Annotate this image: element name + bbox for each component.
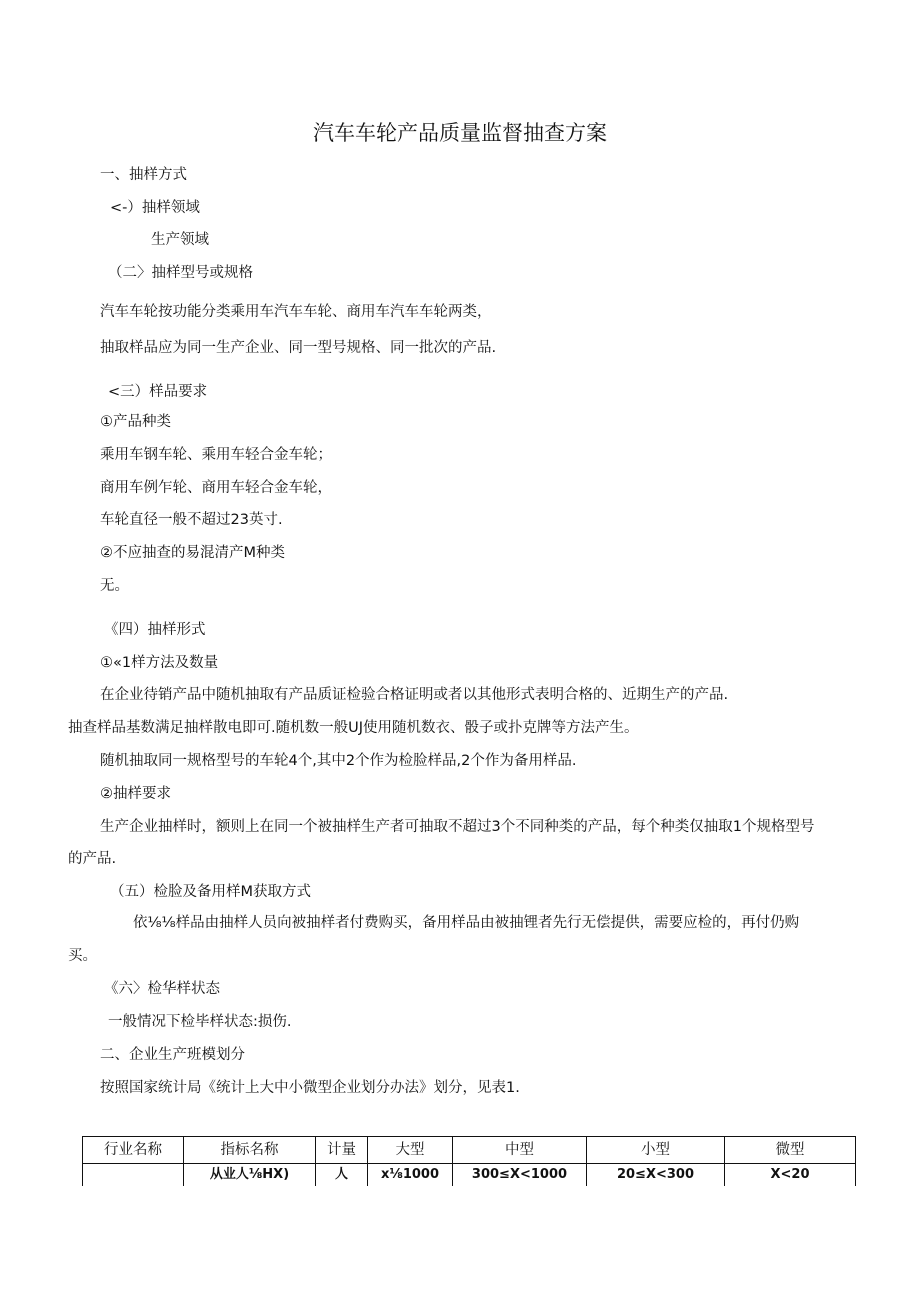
cell-unit: 人 <box>316 1164 368 1187</box>
paragraph-product-type-1: 乘用车钢车轮、乘用车轻合金车轮； <box>100 447 332 463</box>
header-large: 大型 <box>368 1137 453 1164</box>
item-excluded-types: ②不应抽查的易混清产M种类 <box>100 545 286 561</box>
item-sampling-method: ①«1样方法及数量 <box>100 655 219 671</box>
paragraph-product-type-3: 车轮直径一般不超过23英寸. <box>100 512 283 528</box>
paragraph-model-spec-2: 抽取样品应为同一生产企业、同一型号规格、同一批次的产品. <box>100 340 497 356</box>
header-indicator: 指标名称 <box>184 1137 316 1164</box>
paragraph-sampling-requirements-2: 的产品. <box>68 851 117 867</box>
paragraph-classification: 按照国家统计局《统计上大中小微型企业划分办法》划分，见表1. <box>100 1080 520 1096</box>
header-medium: 中型 <box>453 1137 587 1164</box>
header-small: 小型 <box>587 1137 725 1164</box>
cell-micro: X<20 <box>725 1164 856 1187</box>
item-sampling-requirements: ②抽样要求 <box>100 786 171 802</box>
paragraph-sampling-method-1: 在企业待销产品中随机抽取有产品质证检验合格证明或者以其他形式表明合格的、近期生产的产品. <box>100 687 729 703</box>
header-industry: 行业名称 <box>83 1137 184 1164</box>
subsection-sampling-form: 《四）抽样形式 <box>104 622 206 638</box>
paragraph-sample-acquisition-1: 依⅛⅛样品由抽样人员向被抽样者付费购买，备用样品由被抽锂者先行无偿提供，需要应检的，再付仍购 <box>133 915 800 931</box>
paragraph-model-spec-1: 汽车车轮按功能分类乘用车汽车车轮、商用车汽车车轮两类， <box>100 304 492 320</box>
cell-industry <box>83 1164 184 1187</box>
cell-large: x⅛1000 <box>368 1164 453 1187</box>
subsection-sample-state: 《六〉检华样状态 <box>104 981 220 997</box>
subsection-model-spec: （二〉抽样型号或规格 <box>108 265 253 281</box>
section-1-heading: 一、抽样方式 <box>100 167 187 183</box>
subsection-sample-acquisition: （五）检脸及备用样M获取方式 <box>110 884 312 900</box>
paragraph-sampling-requirements-1: 生产企业抽样时，额则上在同一个被抽样生产者可抽取不超过3个不同种类的产品，每个种类仅抽取1个规格型号 <box>100 819 815 835</box>
paragraph-sample-acquisition-2: 买。 <box>68 948 97 964</box>
header-unit: 计量 <box>316 1137 368 1164</box>
item-product-types: ①产品种类 <box>100 414 171 430</box>
paragraph-excluded-types: 无。 <box>100 578 129 594</box>
cell-medium: 300≤X<1000 <box>453 1164 587 1187</box>
cell-indicator: 从业人⅛HX) <box>184 1164 316 1187</box>
page-title: 汽车车轮产品质量监督抽查方案 <box>313 121 607 145</box>
table-header-row <box>83 1137 856 1164</box>
header-micro: 微型 <box>725 1137 856 1164</box>
paragraph-sampling-area: 生产领域 <box>151 232 209 248</box>
cell-small: 20≤X<300 <box>587 1164 725 1187</box>
subsection-sample-requirements: <三）样品要求 <box>108 384 208 400</box>
paragraph-sample-state: 一般情况下检毕样状态:损伤. <box>108 1014 292 1030</box>
table-row <box>83 1164 856 1187</box>
paragraph-sampling-method-3: 随机抽取同一规格型号的车轮4个,其中2个作为检脸样品,2个作为备用样品. <box>100 753 577 769</box>
paragraph-sampling-method-2: 抽查样品基数满足抽样散电即可.随机数一般UJ使用随机数衣、骰子或扑克牌等方法产生。 <box>68 720 639 736</box>
paragraph-product-type-2: 商用车例乍轮、商用车轻合金车轮， <box>100 480 332 496</box>
section-2-heading: 二、企业生产班模划分 <box>100 1047 245 1063</box>
enterprise-size-table <box>82 1136 856 1186</box>
subsection-sampling-area: <-）抽样领域 <box>110 200 200 216</box>
